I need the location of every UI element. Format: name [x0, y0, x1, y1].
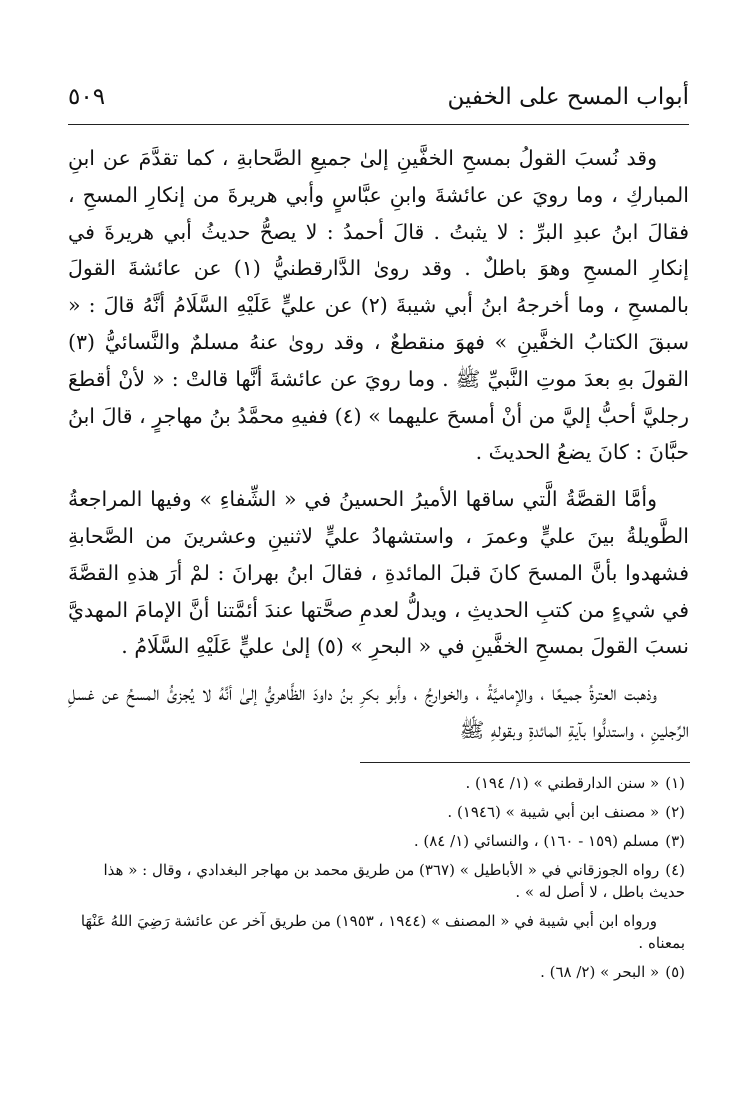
page-number: ٥٠٩	[68, 84, 106, 110]
footnote-number: (١)	[665, 774, 685, 792]
footnote-text: رواه الجوزقاني في « الأباطيل » (٣٦٧) من طريق محمد بن مهاجر البغدادي ، وقال : « هذا حديث باطل ، لا أصل له » .	[103, 861, 685, 901]
footnote-number: (٥)	[665, 963, 685, 981]
footnote-number: (٤)	[665, 861, 685, 879]
page-header	[68, 78, 689, 125]
footnote-text: « البحر » (٢/ ٦٨) .	[540, 963, 660, 981]
footnote	[72, 772, 685, 794]
footnote	[72, 961, 685, 983]
footnote-number: (٣)	[665, 832, 685, 850]
paragraph: وأمَّا القصَّةُ الَّتي ساقها الأميرُ الحسينُ في « الشِّفاءِ » وفيها المراجعةُ الطَّويلةُ بينَ عليٍّ وعمرَ ، واستشهادُ عليٍّ لاثنينِ وعشرينَ من الصَّحابةِ فشهدوا بأنَّ المسحَ كانَ قبلَ المائدةِ ، فقالَ ابنُ بهرانَ : لمْ أرَ هذهِ القصَّةَ في شيءٍ من كتبِ الحديثِ ، ويدلُّ لعدمِ صحَّتها عندَ أئمَّتنا أنَّ الإمامَ المهديَّ نسبَ القولَ بمسحِ الخفَّينِ في « البحرِ » (٥) إلىٰ عليٍّ عَلَيْهِ السَّلَامُ .	[68, 487, 689, 659]
footnote-text: ورواه ابن أبي شيبة في « المصنف » (١٩٤٤ ، ١٩٥٣) من طريق آخر عن عائشة رَضِيَ اللهُ عَنْهَا بمعناه .	[80, 912, 685, 952]
footnote-number: (٢)	[665, 803, 685, 821]
footnote-separator	[360, 762, 690, 763]
main-text	[68, 140, 689, 759]
footnotes	[72, 772, 685, 990]
footnote	[72, 859, 685, 903]
running-title: أبواب المسح على الخفين	[447, 84, 689, 110]
footnote-continuation	[72, 910, 685, 954]
paragraph: وقد نُسبَ القولُ بمسحِ الخفَّينِ إلىٰ جميعِ الصَّحابةِ ، كما تقدَّمَ عن ابنِ المباركِ ، وما رويَ عن عائشةَ وابنِ عبَّاسٍ وأبي هريرةَ من إنكارِ المسحِ ، فقالَ ابنُ عبدِ البرِّ : لا يثبتُ . قالَ أحمدُ : لا يصحُّ حديثُ أبي هريرةَ في إنكارِ المسحِ وهوَ باطلٌ . وقد روىٰ الدَّارقطنيُّ (١) عن عائشةَ القولَ بالمسحِ ، وما أخرجهُ ابنُ أبي شيبةَ (٢) عن عليٍّ عَلَيْهِ السَّلَامُ أنَّهُ قالَ : « سبقَ الكتابُ الخفَّينِ » فهوَ منقطعٌ ، وقد روىٰ عنهُ مسلمٌ والنَّسائيُّ (٣) القولَ بهِ بعدَ موتِ النَّبيِّ ﷺ . وما رويَ عن عائشةَ أنَّها قالتْ : « لأنْ أقطعَ رجليَّ أحبُّ إليَّ من أنْ أمسحَ عليهما » (٤) ففيهِ محمَّدُ بنُ مهاجرٍ ، قالَ ابنُ حبَّانَ : كانَ يضعُ الحديثَ .	[68, 146, 689, 465]
footnote-text: « مصنف ابن أبي شيبة » (١٩٤٦) .	[447, 803, 660, 821]
footnote-text: « سنن الدارقطني » (١/ ١٩٤) .	[465, 774, 660, 792]
footnote	[72, 801, 685, 823]
paragraph: وذهبت العترةُ جميعًا ، والإماميَّةُ ، والخوارجُ ، وأبو بكرِ بنُ داودَ الظَّاهريُّ إلىٰ أنَّهُ لا يُجزئُ المسحُ عن غسلِ الرِّجلينِ ، واستدلُّوا بآيةِ المائدةِ وبقولهِ ﷺ	[68, 681, 689, 742]
footnote	[72, 830, 685, 852]
footnote-text: مسلم (١٥٩ - ١٦٠) ، والنسائي (١/ ٨٤) .	[413, 832, 660, 850]
